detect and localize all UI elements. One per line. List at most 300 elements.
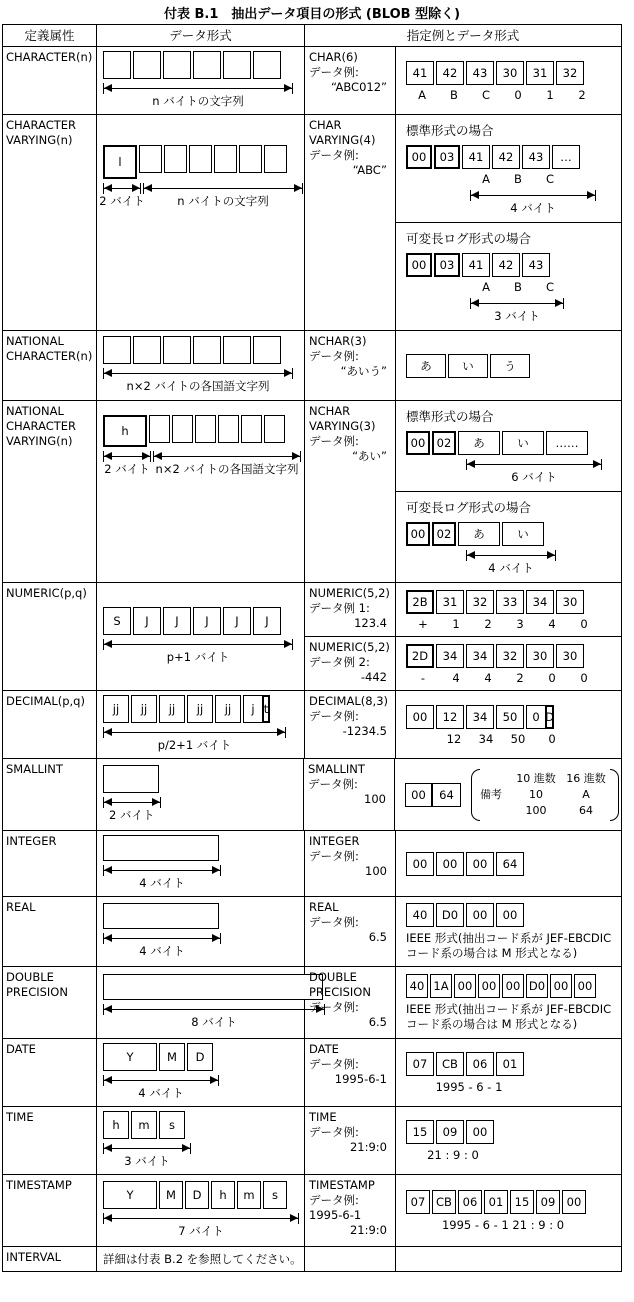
byte-box: 43	[466, 61, 494, 85]
byte-box: …	[552, 145, 580, 169]
paren-left-icon	[471, 769, 480, 821]
arrowhead-left-icon	[104, 452, 112, 460]
byte-box-row	[406, 903, 619, 927]
example-label-line: INTEGER	[309, 834, 360, 848]
under-label: 12	[446, 731, 462, 746]
arrow-label: n バイトの文字列	[152, 94, 244, 108]
byte-box-pair	[526, 705, 554, 729]
byte-box: 00	[406, 852, 434, 876]
example-block	[305, 583, 621, 636]
example-block	[305, 47, 621, 114]
byte-box: 41	[462, 253, 490, 277]
page-title: 付表 B.1 抽出データ項目の形式 (BLOB 型除く)	[163, 7, 461, 22]
byte-box-row	[103, 1181, 302, 1209]
table-row	[3, 897, 621, 967]
arrowhead-right-icon	[210, 1076, 218, 1084]
table-body	[3, 47, 621, 1271]
dim-arrow-row	[103, 797, 161, 824]
byte-box: jj	[103, 695, 129, 723]
under-label-row	[406, 617, 619, 631]
example-label-line: データ例:	[309, 709, 359, 723]
byte-box	[264, 145, 287, 173]
example-section	[396, 401, 621, 491]
dim-line	[103, 1004, 325, 1015]
byte-box: t	[262, 695, 270, 723]
example-label-line: “ABC012”	[331, 80, 387, 94]
byte-box: 03	[434, 253, 460, 277]
byte-box-row	[406, 852, 619, 876]
example-label-line: DATE	[309, 1042, 339, 1056]
format-note: 詳細は付表 B.2 を参照してください。	[103, 1252, 302, 1266]
byte-box	[149, 415, 170, 443]
example-label-line: REAL	[309, 900, 339, 914]
under-label: B	[450, 87, 458, 102]
arrow-label: 3 バイト	[124, 1154, 170, 1168]
byte-box: 1A	[430, 974, 452, 998]
example-label-line: VARYING(4)	[309, 133, 376, 147]
byte-box: jj	[187, 695, 213, 723]
dim-shaft	[104, 1218, 298, 1219]
format-cell	[97, 331, 305, 400]
example-label-line: データ例 1:	[309, 601, 370, 615]
arrow-label: 2 バイト	[108, 808, 155, 822]
byte-box: J	[253, 607, 281, 635]
example-section	[396, 831, 621, 896]
byte-box: い	[502, 431, 544, 455]
example-cell	[305, 583, 621, 690]
byte-box: m	[237, 1181, 261, 1209]
example-label-line: データ例:	[308, 777, 358, 791]
example-label-line: データ例:	[309, 915, 359, 929]
byte-box-row	[406, 253, 619, 277]
example-block	[305, 1247, 621, 1271]
table-row	[3, 1107, 621, 1175]
remark-cell: 10 進数	[516, 772, 556, 785]
arrowhead-left-icon	[104, 1144, 112, 1152]
under-label: 1995 - 6 - 1 21 : 9 : 0	[441, 1218, 565, 1232]
dim-arrow	[103, 639, 293, 664]
byte-box: あ	[458, 431, 500, 455]
byte-box	[193, 336, 221, 364]
dim-line	[103, 183, 141, 194]
under-label: C	[481, 87, 491, 102]
format-cell	[97, 759, 304, 830]
byte-box: D	[185, 1181, 209, 1209]
dim-arrow	[470, 190, 596, 215]
byte-box: 34	[436, 644, 464, 668]
attr-cell: DECIMAL(p,q)	[3, 691, 97, 758]
example-label-line: 21:9:0	[349, 1223, 387, 1237]
diagram	[103, 903, 302, 960]
byte-box	[163, 336, 191, 364]
byte-box: 64	[433, 783, 461, 807]
arrowhead-right-icon	[547, 551, 555, 559]
arrowhead-right-icon	[132, 184, 140, 192]
arrowhead-right-icon	[284, 640, 292, 648]
dim-line	[103, 368, 293, 379]
diagram	[103, 415, 302, 478]
boxes-with-remark	[405, 769, 619, 821]
remark-grid	[480, 769, 610, 821]
example-label-line: TIME	[309, 1110, 337, 1124]
dim-arrow	[103, 1213, 299, 1238]
table-row	[3, 1175, 621, 1247]
remark-cell	[480, 771, 510, 787]
dim-arrow-row	[103, 368, 293, 395]
example-label-line: -442	[360, 670, 387, 684]
arrow-label: 6 バイト	[511, 470, 557, 484]
dim-arrow-row	[99, 183, 303, 210]
diagram	[103, 765, 301, 824]
example-block	[305, 897, 621, 966]
dim-arrow	[466, 550, 556, 575]
dim-arrow-row	[103, 1075, 219, 1102]
byte-box: jj	[215, 695, 241, 723]
example-block	[305, 1175, 621, 1246]
byte-box: 64	[496, 852, 524, 876]
byte-box: D0	[526, 974, 548, 998]
diagram	[406, 1120, 619, 1162]
paren-right-icon	[610, 769, 619, 821]
note-line: IEEE 形式(抽出コード系が JEF-EBCDIC コード系の場合は M 形式となる)	[406, 1002, 612, 1031]
byte-box: 02	[432, 522, 456, 546]
byte-box: 41	[406, 61, 434, 85]
example-label-cell	[305, 637, 396, 690]
dim-shaft	[104, 870, 220, 871]
example-label-line: NUMERIC(5,2)	[309, 586, 390, 600]
arrowhead-right-icon	[284, 369, 292, 377]
byte-box: CB	[432, 1190, 456, 1214]
dim-shaft	[471, 195, 595, 196]
byte-box	[163, 51, 191, 79]
dim-arrow-row	[103, 727, 286, 754]
example-label-line: 100	[365, 864, 387, 878]
example-diagram-cell	[396, 637, 621, 690]
byte-box: ……	[546, 431, 588, 455]
byte-box: 42	[492, 145, 520, 169]
byte-box: 40	[406, 903, 434, 927]
byte-box: D	[187, 1043, 213, 1071]
example-cell	[305, 1247, 621, 1271]
byte-box: 15	[406, 1120, 434, 1144]
remark-cell: 100	[525, 804, 547, 817]
byte-box: 2B	[406, 590, 434, 614]
under-label: 1995 - 6 - 1	[435, 1080, 503, 1094]
byte-box: s	[159, 1111, 185, 1139]
byte-box: 00	[466, 852, 494, 876]
example-block	[305, 1039, 621, 1106]
byte-box: 01	[496, 1052, 524, 1076]
under-label: 4	[548, 616, 556, 631]
example-section	[396, 47, 621, 114]
byte-box	[103, 974, 323, 1000]
arrowhead-left-icon	[104, 640, 112, 648]
example-cell	[305, 831, 621, 896]
example-block	[305, 967, 621, 1038]
arrowhead-left-icon	[104, 866, 112, 874]
example-label-line: PRECISION	[309, 985, 371, 999]
byte-box-row	[406, 1052, 619, 1076]
dim-line	[466, 459, 602, 470]
under-label: 4	[452, 670, 460, 685]
byte-box-row	[406, 644, 619, 668]
under-label: 2	[578, 87, 586, 102]
dim-line	[466, 550, 556, 561]
byte-box	[164, 145, 187, 173]
arrowhead-left-icon	[104, 798, 112, 806]
diagram	[406, 407, 619, 486]
example-block	[305, 331, 621, 400]
dim-arrow	[103, 1004, 325, 1029]
dim-arrow	[99, 183, 145, 208]
byte-box: 42	[436, 61, 464, 85]
dim-line	[470, 190, 596, 201]
arrowhead-right-icon	[212, 866, 220, 874]
byte-box: い	[448, 354, 488, 378]
arrow-label: 7 バイト	[178, 1224, 224, 1238]
under-label	[406, 172, 438, 186]
diagram	[406, 61, 619, 102]
diagram	[406, 852, 619, 876]
byte-box-row	[103, 415, 302, 447]
byte-box-row	[103, 765, 301, 793]
example-cell	[305, 1107, 621, 1174]
under-label: 50	[510, 731, 526, 746]
arrowhead-left-icon	[104, 369, 112, 377]
byte-box	[253, 336, 281, 364]
dim-arrow-row	[103, 1004, 325, 1031]
arrowhead-right-icon	[290, 1214, 298, 1222]
arrow-label: 3 バイト	[494, 309, 540, 323]
byte-box	[195, 415, 216, 443]
example-diagram-cell	[396, 47, 621, 114]
under-label: 3	[516, 616, 524, 631]
byte-box-row	[406, 1120, 619, 1144]
under-label: 2	[484, 616, 492, 631]
byte-box: 0	[526, 705, 546, 729]
under-label	[406, 732, 438, 746]
byte-box-row	[406, 705, 619, 729]
example-label-cell	[305, 115, 396, 330]
dim-arrow	[470, 298, 564, 323]
attr-cell: NUMERIC(p,q)	[3, 583, 97, 690]
example-cell	[305, 967, 621, 1038]
dim-shaft	[154, 456, 300, 457]
dim-arrow-row	[406, 190, 596, 217]
under-label: C	[545, 280, 555, 294]
format-cell	[97, 583, 305, 690]
arrow-label: n×2 バイトの各国語文字列	[155, 462, 299, 476]
arrowhead-right-icon	[152, 798, 160, 806]
byte-box	[103, 51, 131, 79]
dim-arrow	[103, 797, 161, 822]
byte-box: j	[243, 695, 263, 723]
attr-cell: NATIONAL CHARACTER(n)	[3, 331, 97, 400]
under-label: 0	[580, 670, 588, 685]
table-row	[3, 759, 621, 831]
under-label: B	[514, 172, 522, 186]
under-label: C	[545, 172, 555, 186]
byte-box-row	[103, 835, 302, 861]
under-label-row	[406, 732, 619, 746]
table-row	[3, 1247, 621, 1271]
dim-line	[103, 797, 161, 808]
format-cell	[97, 1107, 305, 1174]
example-cell	[305, 897, 621, 966]
byte-box: 2D	[406, 644, 434, 668]
diagram	[103, 835, 302, 892]
remark-cell: A	[582, 788, 590, 801]
example-label-line: データ例:	[309, 65, 359, 79]
byte-box	[189, 145, 212, 173]
arrowhead-right-icon	[284, 84, 292, 92]
under-label: 1	[452, 616, 460, 631]
byte-box: 00	[466, 1120, 494, 1144]
example-label-line: 1995-6-1	[334, 1072, 387, 1086]
example-cell	[305, 1175, 621, 1246]
byte-box: m	[131, 1111, 157, 1139]
example-section	[396, 331, 621, 400]
arrowhead-left-icon	[104, 728, 112, 736]
example-label-cell	[305, 897, 396, 966]
example-label-line: 21:9:0	[349, 1140, 387, 1154]
example-section	[396, 897, 621, 966]
byte-box-row	[103, 607, 302, 635]
byte-box: h	[103, 415, 147, 447]
byte-box: D	[545, 705, 554, 729]
arrow-label: n バイトの文字列	[177, 194, 269, 208]
attr-cell: SMALLINT	[3, 759, 97, 830]
byte-box: 50	[496, 705, 524, 729]
example-diagram-cell	[396, 831, 621, 896]
byte-box	[172, 415, 193, 443]
arrowhead-right-icon	[555, 299, 563, 307]
byte-box: 00	[562, 1190, 586, 1214]
section-caption: 可変長ログ形式の場合	[406, 231, 532, 246]
section-caption: 可変長ログ形式の場合	[406, 500, 532, 515]
arrowhead-left-icon	[104, 934, 112, 942]
arrowhead-left-icon	[467, 460, 475, 468]
byte-box	[218, 415, 239, 443]
example-label-line: データ例:	[309, 434, 359, 448]
dim-arrow-row	[103, 83, 293, 110]
byte-box: 32	[556, 61, 584, 85]
example-section	[396, 1039, 621, 1106]
example-label-line: CHAR(6)	[309, 50, 358, 64]
byte-box	[139, 145, 162, 173]
byte-box-row	[103, 51, 302, 79]
dim-arrow	[103, 451, 151, 476]
diagram	[103, 1111, 302, 1170]
byte-box: 42	[492, 253, 520, 277]
byte-box	[133, 51, 161, 79]
dim-line	[103, 639, 293, 650]
example-label-line: “あい”	[352, 449, 387, 463]
remark-cell: 備考	[480, 788, 502, 801]
section-caption: 標準形式の場合	[406, 123, 494, 138]
example-label-line: 6.5	[368, 930, 387, 944]
dim-arrow-row	[406, 459, 602, 486]
dim-arrow-row	[103, 1213, 299, 1240]
byte-box: Y	[103, 1043, 157, 1071]
example-cell	[305, 115, 621, 330]
arrow-label: 2 バイト	[99, 194, 145, 208]
byte-box-pair	[243, 695, 270, 723]
under-label-row	[406, 88, 619, 102]
byte-box: h	[103, 1111, 129, 1139]
byte-box-row	[406, 145, 619, 169]
example-diagram-cell	[396, 583, 621, 636]
arrow-label: 2 バイト	[104, 462, 150, 476]
byte-box: CB	[436, 1052, 464, 1076]
arrow-label: n×2 バイトの各国語文字列	[126, 379, 270, 393]
example-label-line: TIMESTAMP	[309, 1178, 375, 1192]
data-table	[2, 24, 622, 1272]
byte-box: 41	[462, 145, 490, 169]
diagram	[99, 145, 302, 210]
byte-box: 03	[434, 145, 460, 169]
example-label-cell	[305, 1039, 396, 1106]
arrowhead-left-icon	[104, 184, 112, 192]
example-diagram-cell	[396, 1175, 621, 1246]
table-row	[3, 1039, 621, 1107]
example-cell	[305, 691, 621, 758]
dim-arrow-row	[103, 865, 221, 892]
byte-box: Y	[103, 1181, 157, 1209]
byte-box: 09	[436, 1120, 464, 1144]
dim-arrow	[103, 83, 293, 108]
example-label-line: データ例:	[309, 148, 359, 162]
under-label: 21 : 9 : 0	[427, 1148, 479, 1162]
under-label-row	[406, 671, 619, 685]
arrowhead-left-icon	[154, 452, 162, 460]
byte-box: 30	[496, 61, 524, 85]
format-cell	[97, 1247, 305, 1271]
dim-arrow-row	[103, 933, 221, 960]
arrow-label: 8 バイト	[191, 1015, 237, 1029]
example-cell	[305, 331, 621, 400]
dim-arrow-row	[103, 639, 293, 666]
dim-arrow	[103, 865, 221, 890]
byte-box: あ	[458, 522, 500, 546]
dim-arrow	[103, 1075, 219, 1100]
arrowhead-left-icon	[104, 1076, 112, 1084]
arrow-label: 4 バイト	[488, 561, 534, 575]
arrowhead-right-icon	[292, 452, 300, 460]
under-label-row	[406, 280, 619, 294]
format-cell	[97, 1175, 305, 1246]
dim-shaft	[144, 188, 302, 189]
diagram	[103, 51, 302, 110]
byte-box: 43	[522, 253, 550, 277]
under-label: 34	[478, 731, 494, 746]
example-label-cell	[305, 47, 396, 114]
example-section	[396, 222, 621, 330]
format-cell	[97, 691, 305, 758]
example-block	[305, 401, 621, 582]
table-row	[3, 967, 621, 1039]
table-row	[3, 47, 621, 115]
dim-shaft	[104, 1080, 218, 1081]
arrow-label: 4 バイト	[139, 944, 185, 958]
example-label-line: SMALLINT	[308, 762, 365, 776]
remark-cell: 64	[579, 804, 593, 817]
example-label-line: データ例 2:	[309, 655, 370, 669]
under-label: 0	[548, 731, 556, 746]
table-row	[3, 331, 621, 401]
format-cell	[97, 115, 305, 330]
diagram	[406, 498, 619, 577]
